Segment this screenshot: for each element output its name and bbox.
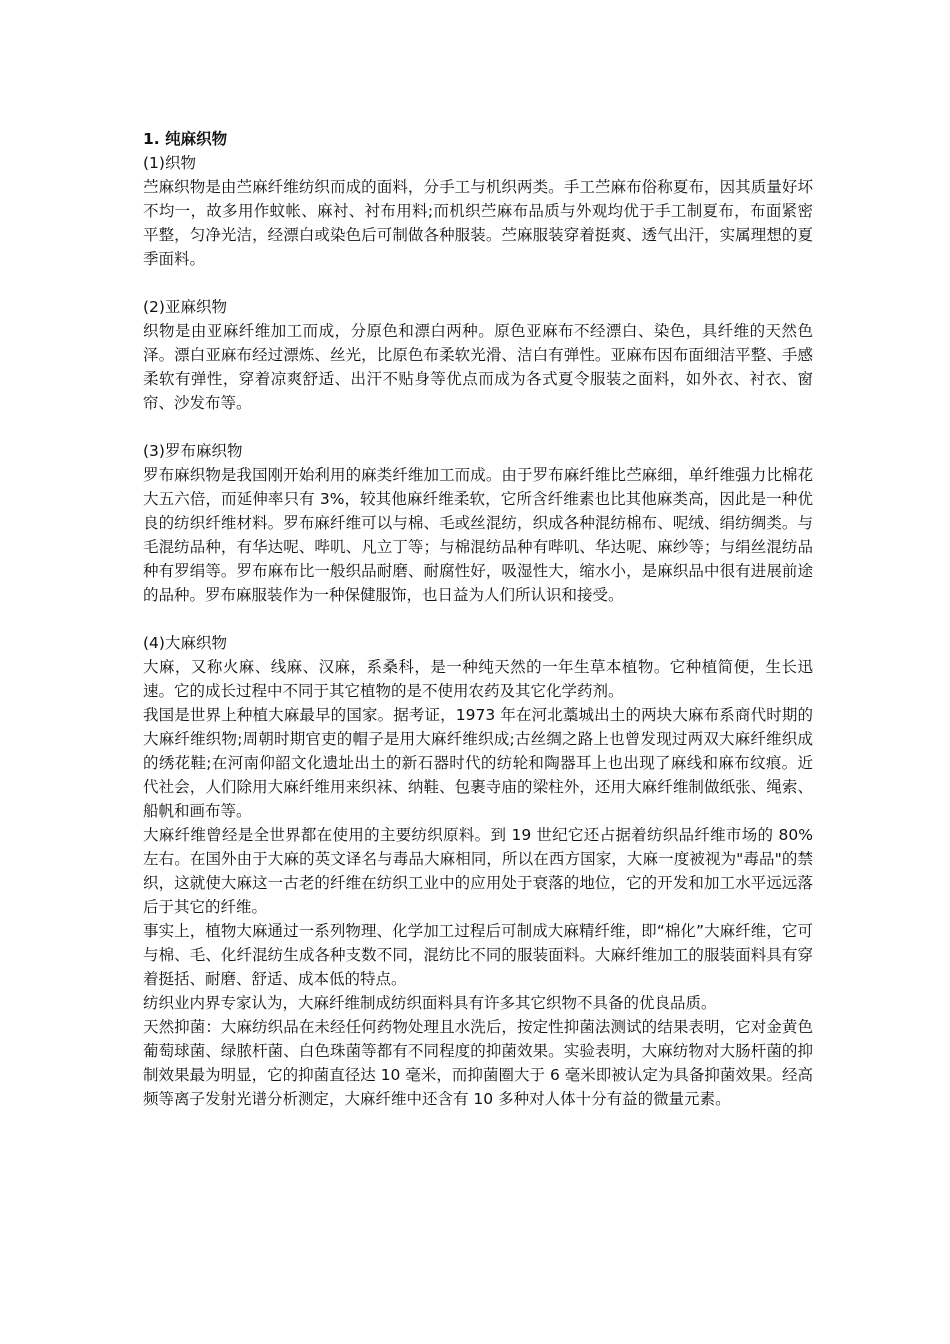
paragraph: 纺织业内界专家认为，大麻纤维制成纺织面料具有许多其它织物不具备的优良品质。 [143,994,717,1012]
section-linen [143,295,813,415]
paragraph: 苎麻织物是由苎麻纤维纺织而成的面料，分手工与机织两类。手工苎麻布俗称夏布，因其质量好坏不均一，故多用作蚊帐、麻衬、衬布用料;而机织苎麻布品质与外观均优于手工制夏布，布面紧密平整，匀净光洁，经漂白或染色后可制做各种服装。苎麻服装穿着挺爽、透气出汗，实属理想的夏季面料。 [143,178,813,268]
document-page [143,127,813,1111]
paragraph: 大麻纤维曾经是全世界都在使用的主要纺织原料。到 19 世纪它还占据着纺织品纤维市场的 80%左右。在国外由于大麻的英文译名与毒品大麻相同，所以在西方国家，大麻一度被视为"毒品"的禁织，这就使大麻这一古老的纤维在纺织工业中的应用处于衰落的地位，它的开发和加工水平远远落后于其它的纤维。 [143,826,813,916]
section-heading-hemp: (4)大麻织物 [143,634,227,652]
paragraph: 大麻，又称火麻、线麻、汉麻，系桑科，是一种纯天然的一年生草本植物。它种植简便，生长迅速。它的成长过程中不同于其它植物的是不使用农药及其它化学药剂。 [143,658,813,700]
paragraph: 事实上，植物大麻通过一系列物理、化学加工过程后可制成大麻精纤维，即“棉化”大麻纤维，它可与棉、毛、化纤混纺生成各种支数不同，混纺比不同的服装面料。大麻纤维加工的服装面料具有穿着挺括、耐磨、舒适、成本低的特点。 [143,922,813,988]
document-title: 1. 纯麻织物 [143,130,228,148]
section-apocynum [143,439,813,607]
paragraph: 罗布麻织物是我国刚开始利用的麻类纤维加工而成。由于罗布麻纤维比苎麻细，单纤维强力比棉花大五六倍，而延伸率只有 3%，较其他麻纤维柔软，它所含纤维素也比其他麻类高，因此是一种优良的纺织纤维材料。罗布麻纤维可以与棉、毛或丝混纺，织成各种混纺棉布、呢绒、绢纺绸类。与毛混纺品种，有华达呢、哔叽、凡立丁等；与棉混纺品种有哔叽、华达呢、麻纱等；与绢丝混纺品种有罗绢等。罗布麻布比一般织品耐磨、耐腐性好，吸湿性大，缩水小，是麻织品中很有进展前途的品种。罗布麻服装作为一种保健服饰，也日益为人们所认识和接受。 [143,466,813,604]
paragraph-gap [143,415,813,439]
paragraph: 织物是由亚麻纤维加工而成，分原色和漂白两种。原色亚麻布不经漂白、染色，具纤维的天然色泽。漂白亚麻布经过漂炼、丝光，比原色布柔软光滑、洁白有弹性。亚麻布因布面细洁平整、手感柔软有弹性，穿着凉爽舒适、出汗不贴身等优点而成为各式夏令服装之面料，如外衣、衬衣、窗帘、沙发布等。 [143,322,813,412]
section-hemp [143,631,813,1111]
paragraph-gap [143,271,813,295]
section-ramie [143,151,813,271]
section-heading-linen: (2)亚麻织物 [143,298,227,316]
paragraph-gap [143,607,813,631]
section-heading-apocynum: (3)罗布麻织物 [143,442,243,460]
section-heading-ramie: (1)织物 [143,154,196,172]
paragraph: 我国是世界上种植大麻最早的国家。据考证，1973 年在河北藁城出土的两块大麻布系商代时期的大麻纤维织物;周朝时期官吏的帽子是用大麻纤维织成;古丝绸之路上也曾发现过两双大麻纤维织成的绣花鞋;在河南仰韶文化遗址出土的新石器时代的纺轮和陶器耳上也出现了麻线和麻布纹痕。近代社会，人们除用大麻纤维用来织袜、纳鞋、包裹寺庙的梁柱外，还用大麻纤维制做纸张、绳索、船帆和画布等。 [143,706,813,820]
paragraph: 天然抑菌：大麻纺织品在未经任何药物处理且水洗后，按定性抑菌法测试的结果表明，它对金黄色葡萄球菌、绿脓杆菌、白色珠菌等都有不同程度的抑菌效果。实验表明，大麻纺物对大肠杆菌的抑制效果最为明显，它的抑菌直径达 10 毫米，而抑菌圈大于 6 毫米即被认定为具备抑菌效果。经高频等离子发射光谱分析测定，大麻纤维中还含有 10 多种对人体十分有益的微量元素。 [143,1018,813,1108]
